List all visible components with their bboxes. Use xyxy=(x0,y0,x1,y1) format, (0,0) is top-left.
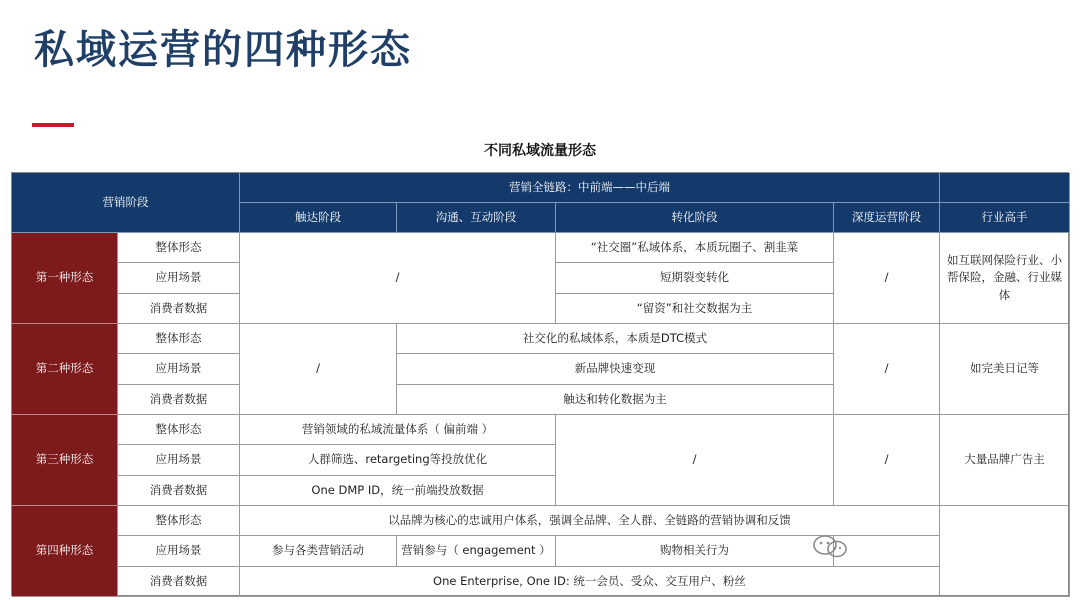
form1-name: 第一种形态 xyxy=(12,233,118,324)
form1-label-consumer: 消费者数据 xyxy=(118,294,240,324)
form3-label-overall: 整体形态 xyxy=(118,415,240,445)
form1-deep-cell: / xyxy=(834,233,940,324)
form2-deep-cell: / xyxy=(834,324,940,415)
form2-label-consumer: 消费者数据 xyxy=(118,385,240,415)
form2-label-overall: 整体形态 xyxy=(118,324,240,354)
form2-scenario: 新品牌快速变现 xyxy=(397,354,834,384)
form4-overall: 以品牌为核心的忠诚用户体系，强调全品牌、全人群、全链路的营销协调和反馈 xyxy=(240,506,940,536)
form2-overall: 社交化的私域体系，本质是DTC模式 xyxy=(397,324,834,354)
form3-convert-cell: / xyxy=(556,415,834,506)
form2-name: 第二种形态 xyxy=(12,324,118,415)
table-title: 不同私域流量形态 xyxy=(484,143,596,159)
form3-name: 第三种形态 xyxy=(12,415,118,506)
form4-scenario-interact: 营销参与（ engagement ） xyxy=(397,536,556,566)
form4-scenario-deep xyxy=(834,536,940,566)
header-stage: 营销阶段 xyxy=(12,173,240,233)
form3-experts: 大量品牌广告主 xyxy=(940,415,1070,506)
form3-overall: 营销领域的私域流量体系（ 偏前端 ） xyxy=(240,415,556,445)
form2-label-scenario: 应用场景 xyxy=(118,354,240,384)
form4-name: 第四种形态 xyxy=(12,506,118,597)
form1-label-overall: 整体形态 xyxy=(118,233,240,263)
form3-label-scenario: 应用场景 xyxy=(118,445,240,475)
header-chain: 营销全链路：中前端——中后端 xyxy=(240,173,940,203)
header-convert: 转化阶段 xyxy=(556,203,834,233)
header-reach: 触达阶段 xyxy=(240,203,397,233)
header-experts: 行业高手 xyxy=(940,203,1070,233)
header-corner xyxy=(940,173,1070,203)
form4-label-scenario: 应用场景 xyxy=(118,536,240,566)
form1-reach-interact-cell: / xyxy=(240,233,556,324)
form1-overall-convert: “社交圈”私域体系，本质玩圈子、割韭菜 xyxy=(556,233,834,263)
form2-reach-cell: / xyxy=(240,324,397,415)
form4-scenario-convert: 购物相关行为 xyxy=(556,536,834,566)
form4-experts xyxy=(940,506,1070,597)
comparison-table xyxy=(11,172,1069,596)
form4-consumer: One Enterprise, One ID: 统一会员、受众、交互用户、粉丝 xyxy=(240,567,940,597)
form3-scenario: 人群筛选、retargeting等投放优化 xyxy=(240,445,556,475)
form2-consumer: 触达和转化数据为主 xyxy=(397,385,834,415)
form1-label-scenario: 应用场景 xyxy=(118,263,240,293)
form2-experts: 如完美日记等 xyxy=(940,324,1070,415)
form1-scenario-convert: 短期裂变转化 xyxy=(556,263,834,293)
form4-label-consumer: 消费者数据 xyxy=(118,567,240,597)
form4-label-overall: 整体形态 xyxy=(118,506,240,536)
title-accent-bar xyxy=(32,123,74,127)
header-deep-ops: 深度运营阶段 xyxy=(834,203,940,233)
page-title: 私域运营的四种形态 xyxy=(34,27,412,73)
form1-consumer-convert: “留资”和社交数据为主 xyxy=(556,294,834,324)
form3-consumer: One DMP ID，统一前端投放数据 xyxy=(240,476,556,506)
form4-scenario-reach: 参与各类营销活动 xyxy=(240,536,397,566)
form3-deep-cell: / xyxy=(834,415,940,506)
form1-experts: 如互联网保险行业、小帮保险，金融、行业媒体 xyxy=(940,233,1070,324)
header-interact: 沟通、互动阶段 xyxy=(397,203,556,233)
form3-label-consumer: 消费者数据 xyxy=(118,476,240,506)
